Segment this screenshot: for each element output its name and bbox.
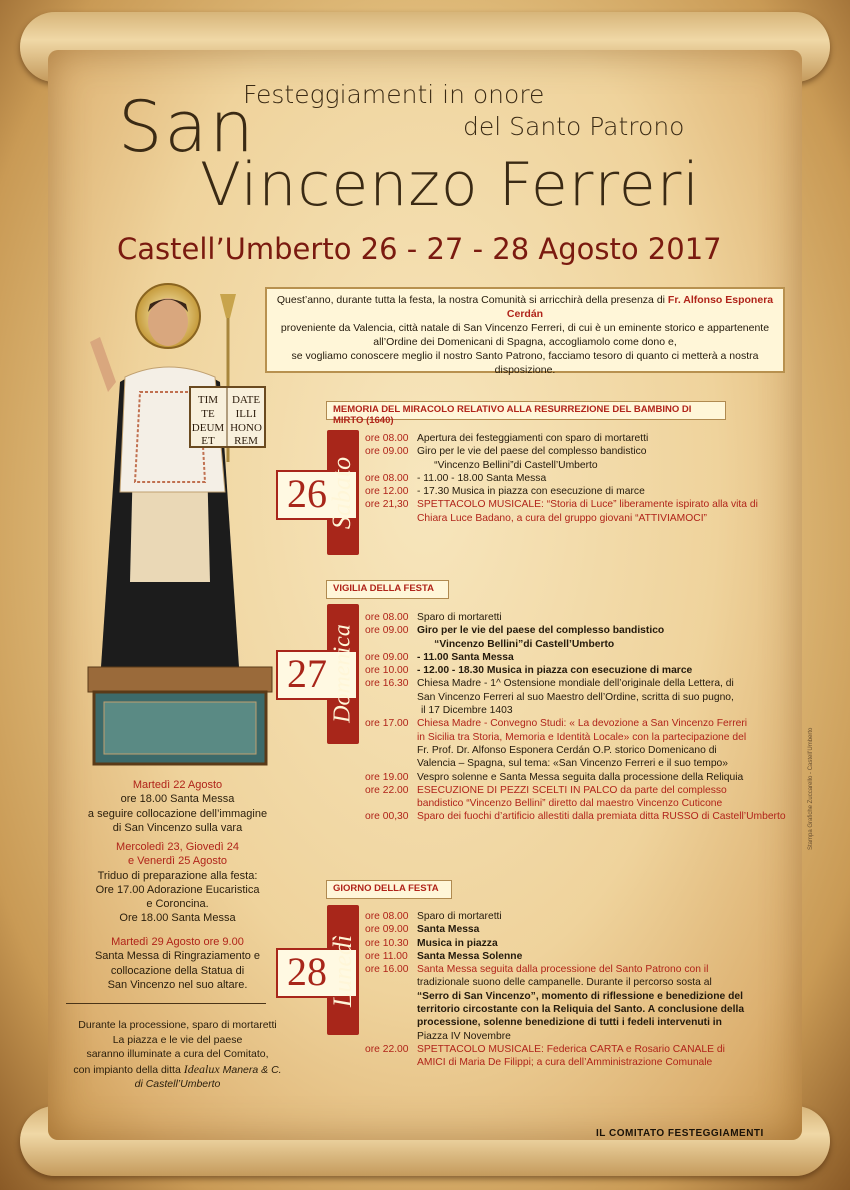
row-desc: “Serro di San Vincenzo”, momento di riflessione e benedizione del — [417, 990, 743, 1002]
book-word-2: DATE — [231, 394, 261, 406]
row-desc: Santa Messa — [417, 924, 480, 936]
row-desc: Piazza IV Novembre — [417, 1030, 511, 1042]
row-desc: processione, solenne benedizione di tutti i fedeli intervenuti in — [417, 1017, 722, 1029]
schedule-row — [365, 1043, 744, 1056]
schedule-row — [365, 1003, 744, 1016]
row-time — [365, 459, 417, 472]
book-word-1: TIM — [197, 394, 219, 406]
left-notes-line4a: con impianto della ditta — [73, 1063, 184, 1076]
left-event-2-title-b: e Venerdì 25 Agosto — [127, 855, 228, 868]
row-time: ore 00,30 — [365, 811, 409, 823]
intro-guest: Fr. Alfonso Esponera Cerdán — [506, 294, 774, 320]
row-desc: Apertura dei festeggiamenti con sparo di mortaretti — [417, 433, 649, 444]
row-desc: Sparo dei fuochi d’artificio allestiti dalla premiata ditta RUSSO di Castell’Umberto — [417, 811, 786, 823]
schedule-row — [365, 990, 744, 1003]
intro-box — [265, 287, 785, 376]
row-time: ore 09.00 — [365, 446, 409, 458]
row-time: ore 12.00 — [365, 486, 409, 498]
row-time — [365, 638, 417, 651]
schedule-row — [365, 757, 786, 770]
schedule-row — [365, 1030, 744, 1043]
row-desc: ESECUZIONE DI PEZZI SCELTI IN PALCO da parte del complesso — [417, 784, 727, 796]
header-line1: Festeggiamenti in onore — [243, 80, 545, 109]
row-time: ore 22.00 — [365, 784, 409, 796]
schedule-row — [365, 638, 786, 651]
row-desc: “Vincenzo Bellini”di Castell’Umberto — [417, 638, 615, 650]
intro-p2: proveniente da Valencia, città natale di San Vincenzo Ferreri, di cui è un eminente storico e appartenente — [280, 322, 770, 334]
row-time: ore 08.00 — [365, 433, 409, 444]
schedule-row — [365, 910, 744, 923]
left-divider — [66, 1003, 266, 1004]
day1-banner: MEMORIA DEL MIRACOLO RELATIVO ALLA RESURREZIONE DEL BAMBINO DI MIRTO (1640) — [326, 401, 726, 420]
row-desc: “Vincenzo Bellini”di Castell’Umberto — [417, 459, 598, 471]
row-time: ore 21,30 — [365, 499, 409, 511]
schedule-row — [365, 810, 786, 823]
left-notes — [70, 1018, 285, 1092]
row-desc: Chiesa Madre - 1^ Ostensione mondiale dell’originale della Lettera, di — [417, 678, 734, 690]
row-time — [365, 731, 417, 744]
left-event-1-line1: ore 18.00 Santa Messa — [120, 793, 235, 806]
row-time — [365, 1056, 417, 1069]
row-desc: - 11.00 Santa Messa — [417, 651, 514, 663]
schedule-row — [365, 485, 758, 498]
schedule-row — [365, 1016, 744, 1029]
row-time — [365, 757, 417, 770]
day2-schedule — [365, 611, 786, 824]
left-event-1-line3: di San Vincenzo sulla vara — [112, 821, 243, 834]
row-time: ore 11.00 — [365, 950, 408, 962]
left-event-2-line2: Ore 17.00 Adorazione Eucaristica — [95, 883, 260, 896]
row-desc: Chiara Luce Badano, a cura del gruppo giovani “ATTIVIAMOCI” — [417, 512, 707, 524]
book-word-5: DEUM — [191, 422, 225, 434]
left-event-2 — [70, 840, 285, 926]
day3-schedule — [365, 910, 744, 1070]
book-word-3: TE — [201, 408, 215, 420]
day1-weekday: Sabato — [327, 456, 356, 530]
schedule-row — [365, 432, 758, 445]
row-time: ore 09.00 — [365, 625, 409, 637]
left-notes-line1: Durante la processione, sparo di mortaretti — [78, 1019, 277, 1031]
day1-number: 26 — [287, 471, 327, 516]
row-desc: Sparo di mortaretti — [417, 911, 502, 922]
committee-signature: IL COMITATO FESTEGGIAMENTI — [596, 1128, 764, 1139]
row-desc: Giro per le vie del paese del complesso bandistico — [417, 625, 665, 637]
row-desc: Musica in piazza — [417, 937, 498, 949]
row-time: ore 09.00 — [365, 924, 409, 936]
schedule-row — [365, 976, 744, 989]
schedule-row — [365, 624, 786, 637]
row-time: ore 16.30 — [365, 678, 409, 690]
header-line2: del Santo Patrono — [463, 112, 685, 141]
schedule-row — [365, 445, 758, 458]
row-desc: territorio circostante con la Reliquia del Santo. A conclusione della — [417, 1004, 745, 1016]
row-time: ore 19.00 — [365, 771, 409, 783]
schedule-row — [365, 744, 786, 757]
row-time: ore 08.00 — [365, 911, 409, 922]
row-time — [365, 691, 417, 704]
left-event-1-title: Martedì 22 Agosto — [132, 779, 223, 791]
row-desc: SPETTACOLO MUSICALE: “Storia di Luce” liberamente ispirato alla vita di — [417, 499, 758, 511]
row-time: ore 17.00 — [365, 718, 409, 730]
left-notes-line4b: Manera & C. — [219, 1063, 282, 1076]
day3-weekday: Lunedì — [328, 934, 357, 1008]
left-event-2-line3: e Coroncina. — [146, 898, 209, 911]
row-desc: il 17 Dicembre 1403 — [421, 705, 513, 717]
schedule-row — [365, 1056, 744, 1069]
row-desc: Fr. Prof. Dr. Alfonso Esponera Cerdán O.P. storico Domenicano di — [417, 744, 717, 756]
row-desc: Valencia – Spagna, sul tema: «San Vincenzo Ferreri e il suo tempo» — [417, 758, 728, 770]
row-desc: in Sicilia tra Storia, Memoria e Identità Locale» con la partecipazione del — [417, 731, 747, 743]
row-time — [365, 1016, 417, 1029]
row-desc: Sparo di mortaretti — [417, 612, 502, 623]
row-time — [365, 990, 417, 1003]
left-event-3-line1: Santa Messa di Ringraziamento e — [94, 950, 261, 963]
row-time: ore 09.00 — [365, 651, 409, 663]
day2-weekday: Domenica — [329, 624, 356, 723]
row-time — [365, 1003, 417, 1016]
row-desc: Giro per le vie del paese del complesso bandistico — [417, 446, 647, 458]
schedule-row — [365, 797, 786, 810]
row-desc: Chiesa Madre - Convegno Studi: « La devozione a San Vincenzo Ferreri — [417, 718, 748, 730]
left-notes-line5: di Castell’Umberto — [134, 1078, 221, 1090]
book-word-6: HONO — [230, 422, 262, 434]
row-time: ore 22.00 — [365, 1043, 409, 1055]
left-event-1 — [70, 778, 285, 835]
left-event-3 — [70, 935, 285, 992]
schedule-row — [365, 664, 786, 677]
schedule-row — [365, 771, 786, 784]
idealux-brand: Idealux — [183, 1061, 220, 1076]
row-time: ore 08.00 — [365, 612, 409, 623]
intro-p4: se vogliamo conoscere meglio il nostro Santo Patrono, facciamo tesoro di quanto ci metterà a nostra disposizione. — [291, 350, 759, 376]
schedule-row — [365, 677, 786, 690]
schedule-row — [365, 704, 786, 717]
schedule-row — [365, 731, 786, 744]
row-time: ore 16.00 — [365, 964, 409, 976]
row-time — [365, 704, 417, 717]
left-notes-line2: La piazza e le vie del paese — [112, 1033, 243, 1046]
schedule-row — [365, 950, 744, 963]
schedule-row — [365, 784, 786, 797]
row-time — [365, 1030, 417, 1043]
row-desc: San Vincenzo Ferreri al suo Maestro dell’Ordine, scritta di suo pugno, — [417, 691, 734, 703]
schedule-row — [365, 611, 786, 624]
left-event-1-line2: a seguire collocazione dell’immagine — [87, 807, 268, 820]
day2-banner: VIGILIA DELLA FESTA — [326, 580, 449, 599]
row-desc: - 11.00 - 18.00 Santa Messa — [417, 472, 547, 484]
row-desc: Vespro solenne e Santa Messa seguita dalla processione della Reliquia — [417, 771, 744, 783]
row-desc: AMICI di Maria De Filippi; a cura dell’Amministrazione Comunale — [417, 1057, 713, 1069]
schedule-row — [365, 459, 758, 472]
row-desc: - 17.30 Musica in piazza con esecuzione di marce — [417, 486, 645, 498]
day3-number: 28 — [287, 949, 327, 994]
schedule-row — [365, 472, 758, 485]
schedule-row — [365, 498, 758, 511]
row-desc: - 12.00 - 18.30 Musica in piazza con esecuzione di marce — [417, 665, 693, 677]
book-word-7: ET — [201, 435, 215, 447]
schedule-row — [365, 963, 744, 976]
left-event-3-line2: collocazione della Statua di — [110, 964, 245, 977]
day2-number: 27 — [287, 651, 327, 696]
day1-schedule — [365, 432, 758, 525]
row-time — [365, 512, 417, 525]
saint-name-first: San — [118, 86, 256, 168]
saint-name-rest: Vincenzo Ferreri — [200, 150, 701, 220]
row-desc: bandistico “Vincenzo Bellini” diretto dal maestro Vincenzo Cuticone — [417, 798, 723, 810]
left-event-2-line4: Ore 18.00 Santa Messa — [119, 912, 236, 925]
book-word-8: REM — [234, 435, 258, 447]
left-event-2-line1: Triduo di preparazione alla festa: — [97, 869, 258, 882]
left-event-3-title: Martedì 29 Agosto ore 9.00 — [111, 936, 244, 948]
schedule-row — [365, 691, 786, 704]
intro-p3: all’Ordine dei Domenicani di Spagna, accogliamolo come dono e, — [373, 336, 677, 348]
schedule-row — [365, 512, 758, 525]
schedule-row — [365, 717, 786, 730]
schedule-row — [365, 923, 744, 936]
row-time: ore 08.00 — [365, 472, 409, 484]
row-desc: Santa Messa Solenne — [417, 950, 523, 962]
left-event-3-line3: San Vincenzo nel suo altare. — [107, 978, 248, 991]
schedule-row — [365, 651, 786, 664]
row-desc: SPETTACOLO MUSICALE: Federica CARTA e Rosario CANALE di — [417, 1043, 725, 1055]
left-event-2-title-a: Mercoledì 23, Giovedì 24 — [116, 841, 239, 853]
printer-stamp: Stampa Grafiche Zuccarello - Castell’Umberto — [808, 727, 814, 850]
place-dates: Castell’Umberto 26 - 27 - 28 Agosto 2017 — [117, 232, 722, 266]
row-time: ore 10.30 — [365, 937, 409, 949]
row-desc: Santa Messa seguita dalla processione del Santo Patrono con il — [417, 964, 709, 976]
book-word-4: ILLI — [235, 408, 257, 420]
row-time: ore 10.00 — [365, 665, 409, 677]
intro-p1: Quest’anno, durante tutta la festa, la nostra Comunità si arricchirà della presenza di — [276, 294, 668, 306]
row-time — [365, 744, 417, 757]
row-time — [365, 976, 417, 989]
row-desc: tradizionale suono delle campanelle. Durante il percorso sosta al — [417, 977, 712, 989]
row-time — [365, 797, 417, 810]
left-notes-line3: saranno illuminate a cura del Comitato, — [86, 1048, 269, 1060]
day3-banner: GIORNO DELLA FESTA — [326, 880, 452, 899]
saint-statue-image — [80, 282, 280, 767]
schedule-row — [365, 937, 744, 950]
